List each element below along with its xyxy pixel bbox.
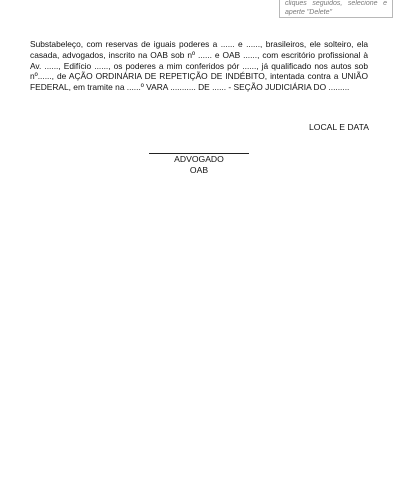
signature-title: ADVOGADO xyxy=(174,154,224,164)
substabelecimento-paragraph: Substabeleço, com reservas de iguais poderes a ...... e ......, brasileiros, ele solteiro, ela casada, advogados, inscrito na OAB sob nº ...... e OAB ......, com escritório profissional à Av. ......, Edifício ......, os poderes a mim conferidos pór ......, já qualificado nos autos sob nº......, de AÇÃO ORDINÁRIA DE REPETIÇÃO DE INDÉBITO, intentada contra a UNIÃO FEDERAL, em tramite na ......º VARA ........... DE ...... - SEÇÃO JUDICIÁRIA DO ......... xyxy=(30,39,368,93)
signature-oab: OAB xyxy=(189,165,209,175)
instruction-hint-box xyxy=(279,0,393,18)
place-and-date: LOCAL E DATA xyxy=(308,122,369,132)
hint-line-1: cliques seguidos, selecione e xyxy=(285,0,387,7)
hint-line-2: aperte "Delete" xyxy=(285,8,332,16)
signature-block xyxy=(149,153,249,176)
